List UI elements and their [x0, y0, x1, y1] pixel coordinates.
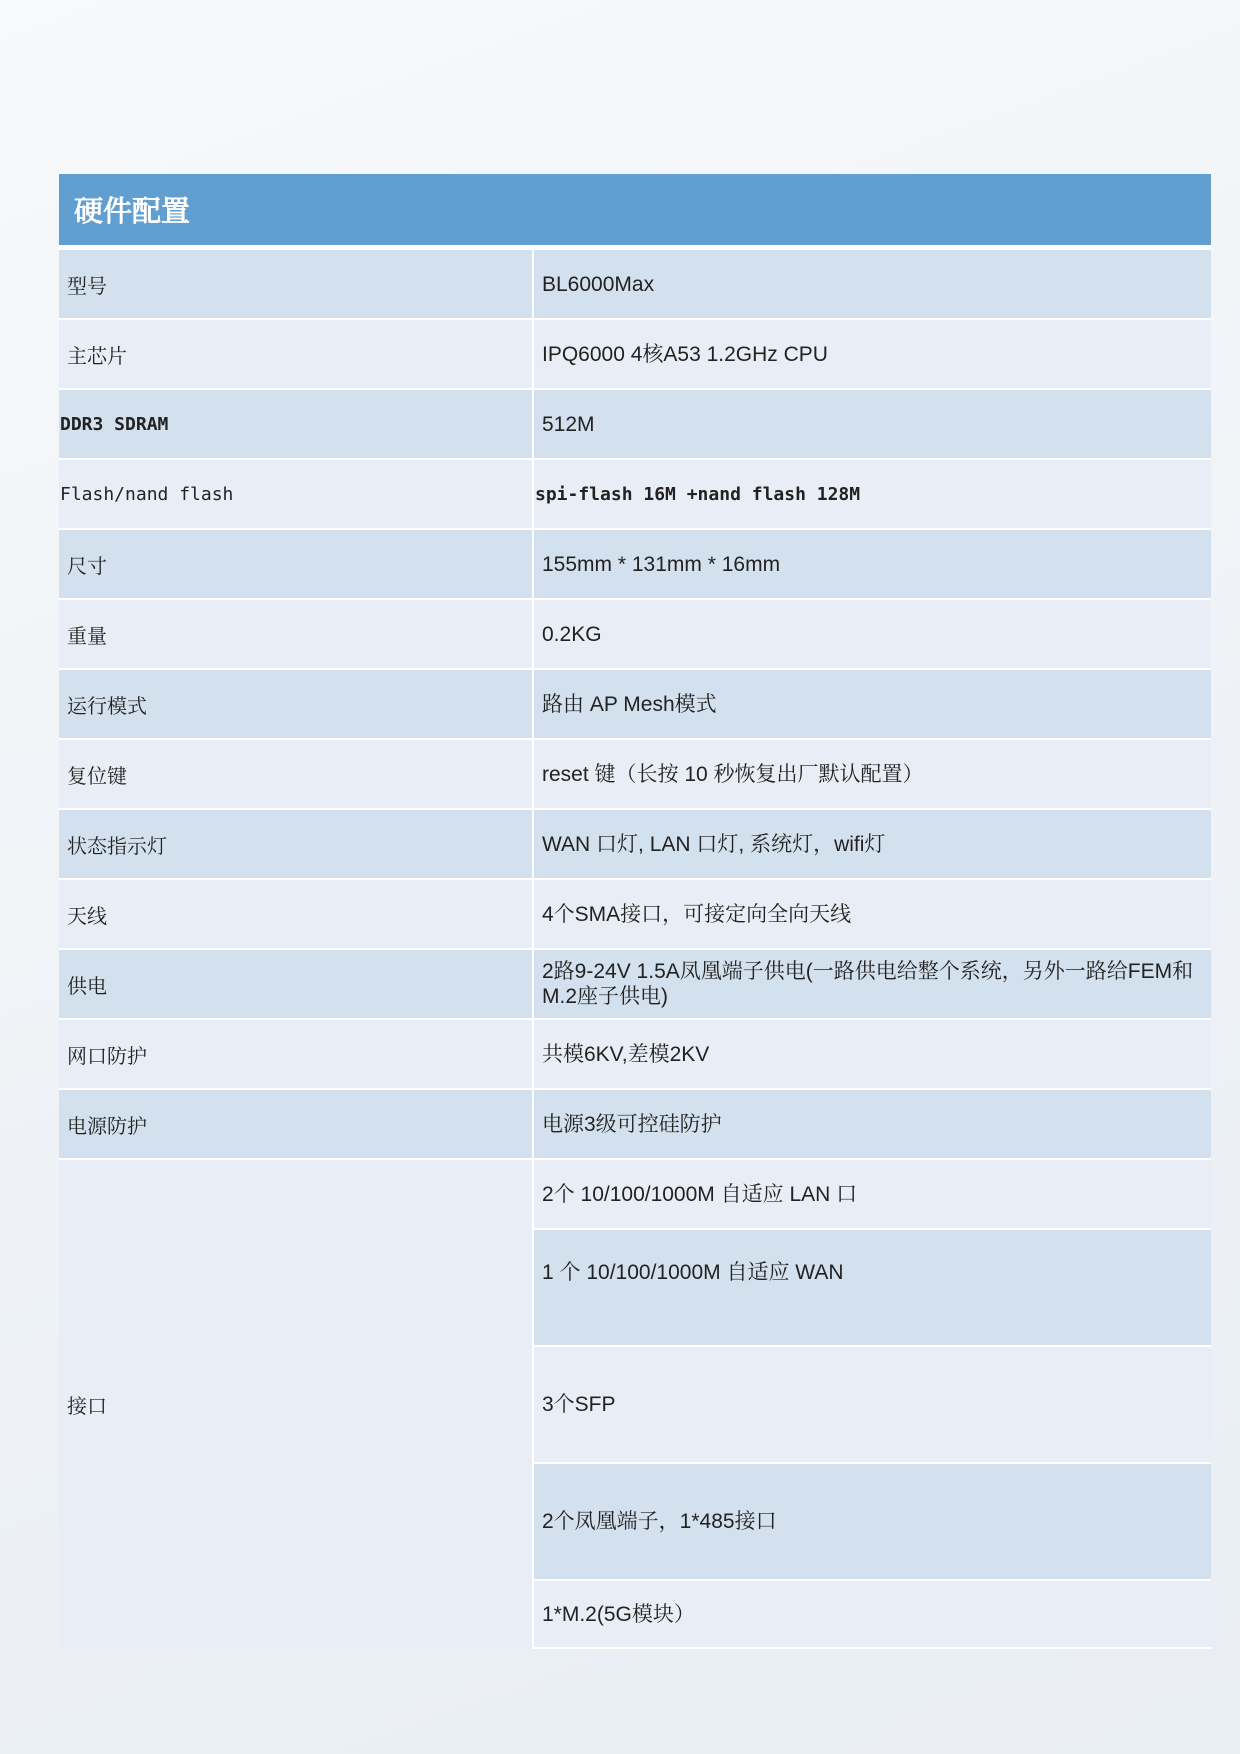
row-label: 型号	[59, 250, 534, 318]
row-value: 路由 AP Mesh模式	[534, 670, 1211, 738]
row-label: 电源防护	[59, 1090, 534, 1158]
row-value: WAN 口灯, LAN 口灯, 系统灯，wifi灯	[534, 810, 1211, 878]
table-row-chip	[59, 320, 1211, 390]
row-label: DDR3 SDRAM	[59, 390, 534, 458]
table-row-weight	[59, 600, 1211, 670]
table-row-leds	[59, 810, 1211, 880]
table-row-reset	[59, 740, 1211, 810]
row-value: IPQ6000 4核A53 1.2GHz CPU	[534, 320, 1211, 388]
row-label: 状态指示灯	[59, 810, 534, 878]
row-label: 运行模式	[59, 670, 534, 738]
table-title: 硬件配置	[59, 174, 1211, 250]
table-row-flash	[59, 460, 1211, 530]
interface-item: 2个 10/100/1000M 自适应 LAN 口	[534, 1160, 1211, 1230]
row-value: spi-flash 16M +nand flash 128M	[534, 460, 1211, 528]
interface-item: 1 个 10/100/1000M 自适应 WAN	[534, 1230, 1211, 1347]
row-value: reset 键（长按 10 秒恢复出厂默认配置）	[534, 740, 1211, 808]
row-label: 复位键	[59, 740, 534, 808]
table-row-model	[59, 250, 1211, 320]
row-label: 供电	[59, 950, 534, 1018]
interface-item: 1*M.2(5G模块）	[534, 1581, 1211, 1649]
interface-list	[534, 1160, 1211, 1649]
row-label: 天线	[59, 880, 534, 948]
row-value: 2路9-24V 1.5A凤凰端子供电(一路供电给整个系统，另外一路给FEM和M.2座子供电)	[534, 950, 1211, 1018]
table-row-ddr	[59, 390, 1211, 460]
row-value: BL6000Max	[534, 250, 1211, 318]
table-row-antenna	[59, 880, 1211, 950]
table-row-power-protection	[59, 1090, 1211, 1160]
row-value: 155mm * 131mm * 16mm	[534, 530, 1211, 598]
row-value: 电源3级可控硅防护	[534, 1090, 1211, 1158]
row-value: 0.2KG	[534, 600, 1211, 668]
table-row-power	[59, 950, 1211, 1020]
hardware-config-table	[59, 174, 1211, 1649]
row-label: 接口	[59, 1160, 534, 1649]
table-row-port-protection	[59, 1020, 1211, 1090]
row-label: 尺寸	[59, 530, 534, 598]
interface-item: 2个凤凰端子，1*485接口	[534, 1464, 1211, 1581]
interface-item: 3个SFP	[534, 1347, 1211, 1464]
row-label: 主芯片	[59, 320, 534, 388]
row-label: 网口防护	[59, 1020, 534, 1088]
table-row-mode	[59, 670, 1211, 740]
row-label: Flash/nand flash	[59, 460, 534, 528]
row-value: 共模6KV,差模2KV	[534, 1020, 1211, 1088]
row-value: 4个SMA接口，可接定向全向天线	[534, 880, 1211, 948]
row-value: 512M	[534, 390, 1211, 458]
row-label: 重量	[59, 600, 534, 668]
table-row-size	[59, 530, 1211, 600]
table-row-interfaces	[59, 1160, 1211, 1649]
